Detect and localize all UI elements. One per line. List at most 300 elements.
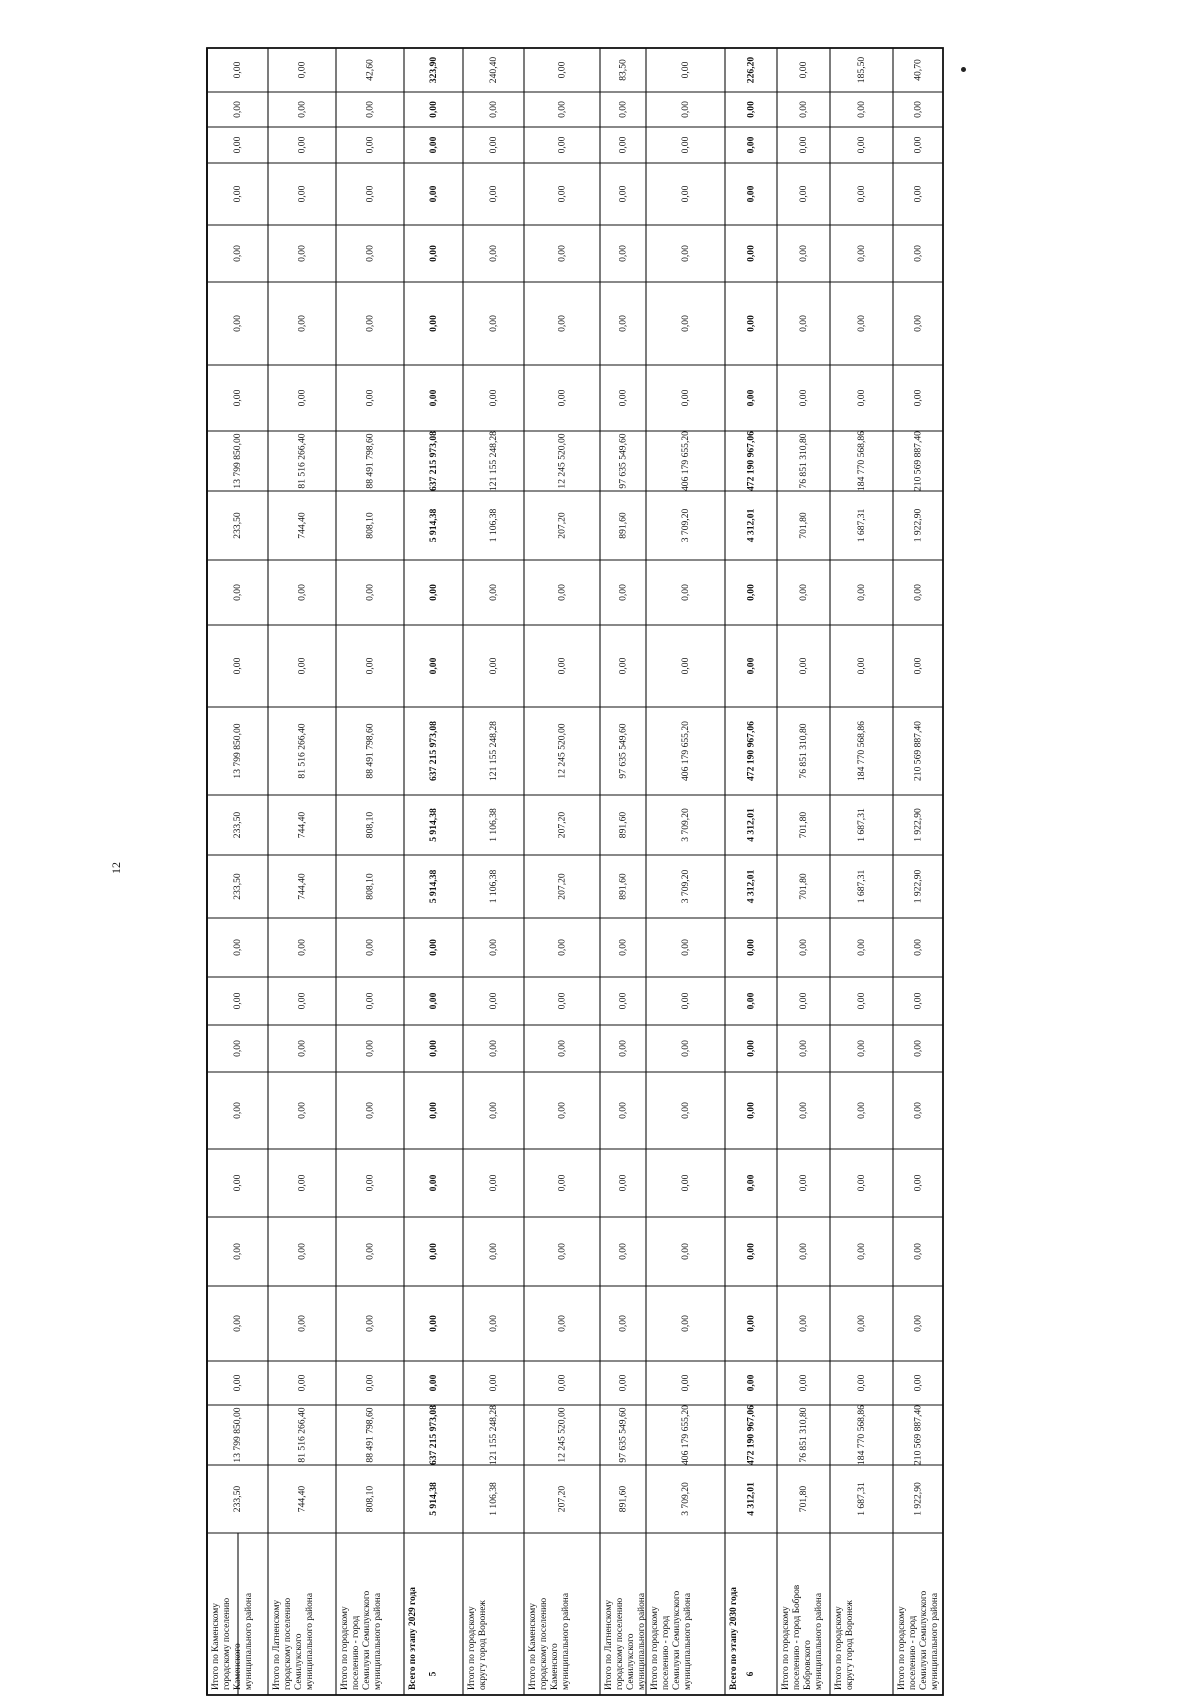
table-cell: 0,00	[798, 1040, 809, 1057]
table-cell: 0,00	[798, 1243, 809, 1260]
table-cell: 0,00	[617, 185, 629, 203]
table-cell: 0,00	[745, 1174, 757, 1192]
table-cell: 0,00	[912, 1040, 924, 1057]
table-cell: 207,20	[556, 811, 568, 839]
table-cell: 210 569 887,40	[912, 431, 924, 491]
table-cell: 0,00	[680, 245, 691, 262]
table-cell: 0,00	[296, 136, 308, 154]
table-cell: 701,80	[798, 512, 809, 539]
table-cell: 0,00	[488, 1243, 499, 1260]
table-cell: 0,00	[680, 61, 691, 79]
table-cell: 81 516 266,40	[296, 723, 308, 779]
table-cell: 0,00	[364, 185, 376, 203]
table-cell: 0,00	[556, 1040, 568, 1057]
table-cell: 0,00	[912, 315, 924, 332]
table-cell: 0,00	[364, 992, 376, 1010]
table-cell: 0,00	[232, 1174, 243, 1192]
table-cell: 0,00	[428, 1315, 439, 1332]
table-cell: 808,10	[364, 1485, 376, 1513]
table-cell: 3 709,20	[680, 808, 691, 842]
table-cell: 0,00	[232, 939, 243, 956]
table-cell: 472 190 967,06	[745, 1405, 757, 1465]
table-cell: 1 106,38	[488, 869, 499, 904]
table-cell: 1 106,38	[488, 508, 499, 543]
table-cell: 0,00	[556, 136, 568, 154]
row-label-line: Семилукского	[626, 1633, 636, 1690]
table-cell: 0,00	[232, 1243, 243, 1260]
table-cell: 0,00	[364, 389, 376, 407]
table-cell: 406 179 655,20	[680, 431, 691, 491]
table-cell: 0,00	[428, 992, 439, 1010]
table-cell: 0,00	[912, 185, 924, 203]
table-cell: 88 491 798,60	[364, 1407, 376, 1463]
row-number: 5	[428, 1671, 439, 1677]
table-cell: 0,00	[745, 185, 757, 203]
table-cell: 0,00	[428, 1102, 439, 1119]
table-cell: 0,00	[488, 1174, 499, 1192]
table-cell: 184 770 568,86	[856, 431, 867, 491]
table-cell: 0,00	[680, 315, 691, 332]
table-cell: 0,00	[428, 389, 439, 407]
table-cell: 808,10	[364, 873, 376, 900]
table-cell: 1 922,90	[912, 1482, 924, 1516]
table-cell: 0,00	[745, 389, 757, 407]
row-label-line: Бобровского	[803, 1640, 813, 1690]
row-label-line: городскому поселению	[222, 1597, 232, 1690]
table-cell: 0,00	[488, 1315, 499, 1332]
table-cell: 637 215 973,08	[428, 721, 439, 781]
table-cell: 0,00	[364, 657, 376, 675]
table-cell: 0,00	[856, 136, 867, 154]
table-cell: 0,00	[798, 584, 809, 601]
table-cell: 81 516 266,40	[296, 433, 308, 489]
table-cell: 0,00	[488, 992, 499, 1010]
row-label-line: Семилуки Семилукского	[362, 1590, 372, 1690]
table-cell: 701,80	[798, 1485, 809, 1513]
table-cell: 4 312,01	[745, 869, 757, 904]
row-label-line: муниципального района	[814, 1593, 824, 1690]
table-cell: 207,20	[556, 873, 568, 900]
table-cell: 0,00	[912, 136, 924, 154]
row-label-line: Итого по городскому	[650, 1606, 660, 1690]
table-cell: 0,00	[745, 101, 757, 118]
table-cell: 0,00	[296, 101, 308, 118]
row-label-line: Итого по Каменскому	[528, 1603, 538, 1690]
table-cell: 0,00	[617, 1374, 629, 1392]
table-cell: 1 922,90	[912, 808, 924, 842]
table-cell: 185,50	[856, 56, 867, 84]
row-label-line: Каменского	[233, 1643, 243, 1690]
table-cell: 0,00	[798, 992, 809, 1010]
table-cell: 81 516 266,40	[296, 1407, 308, 1463]
table-cell: 637 215 973,08	[428, 431, 439, 491]
table-cell: 4 312,01	[745, 1482, 757, 1516]
table-cell: 0,00	[488, 389, 499, 407]
table-cell: 12 245 520,00	[556, 433, 568, 489]
table-cell: 0,00	[232, 389, 243, 407]
row-label-line: городскому поселению	[615, 1597, 625, 1690]
table-cell: 406 179 655,20	[680, 1405, 691, 1465]
table-cell: 0,00	[232, 657, 243, 675]
table-cell: 0,00	[680, 1102, 691, 1119]
table-cell: 0,00	[617, 136, 629, 154]
table-cell: 0,00	[856, 1315, 867, 1332]
table-cell: 0,00	[296, 61, 308, 79]
table-cell: 0,00	[488, 185, 499, 203]
table-cell: 5 914,38	[428, 869, 439, 904]
row-label-line: Итого по Каменскому	[211, 1603, 221, 1690]
table-cell: 0,00	[364, 1174, 376, 1192]
row-label-line: Итого по городскому	[340, 1606, 350, 1690]
table-cell: 0,00	[798, 101, 809, 118]
table-cell: 0,00	[617, 389, 629, 407]
table-cell: 0,00	[428, 136, 439, 154]
table-cell: 0,00	[232, 136, 243, 154]
table-cell: 0,00	[428, 101, 439, 118]
table-cell: 0,00	[296, 992, 308, 1010]
table-cell: 0,00	[856, 1040, 867, 1057]
table-cell: 0,00	[856, 185, 867, 203]
table-cell: 0,00	[912, 1102, 924, 1119]
table-cell: 0,00	[364, 315, 376, 332]
table-cell: 1 687,31	[856, 508, 867, 543]
row-label-line: Всего по этапу 2030 года	[729, 1587, 739, 1690]
table-cell: 0,00	[617, 1174, 629, 1192]
table-cell: 233,50	[232, 873, 243, 900]
table-cell: 184 770 568,86	[856, 1405, 867, 1465]
table-cell: 121 155 248,28	[488, 431, 499, 491]
table-cell: 0,00	[798, 939, 809, 956]
table-cell: 76 851 310,80	[798, 1407, 809, 1463]
table-cell: 0,00	[856, 939, 867, 956]
table-cell: 0,00	[232, 1040, 243, 1057]
table-cell: 88 491 798,60	[364, 723, 376, 779]
table-cell: 0,00	[798, 657, 809, 675]
table-cell: 0,00	[680, 657, 691, 675]
table-cell: 0,00	[556, 1174, 568, 1192]
table-cell: 13 799 850,00	[232, 433, 243, 489]
table-cell: 0,00	[296, 939, 308, 956]
table-cell: 0,00	[428, 1243, 439, 1260]
table-cell: 0,00	[912, 992, 924, 1010]
table-cell: 4 312,01	[745, 808, 757, 842]
row-label-line: Итого по Латненскому	[604, 1599, 614, 1690]
table-cell: 0,00	[232, 61, 243, 79]
table-cell: 0,00	[556, 939, 568, 956]
table-border	[207, 48, 943, 1695]
row-label-line: городскому поселению	[283, 1597, 293, 1690]
table-cell: 13 799 850,00	[232, 1407, 243, 1463]
table-cell: 0,00	[617, 1102, 629, 1119]
table-cell: 0,00	[296, 657, 308, 675]
table-cell: 0,00	[680, 136, 691, 154]
table-cell: 0,00	[798, 389, 809, 407]
table-cell: 0,00	[617, 315, 629, 332]
table-cell: 0,00	[296, 584, 308, 601]
table-cell: 0,00	[488, 657, 499, 675]
table-cell: 0,00	[232, 245, 243, 262]
table-cell: 1 687,31	[856, 808, 867, 842]
table-cell: 233,50	[232, 811, 243, 839]
table-cell: 0,00	[232, 992, 243, 1010]
table-cell: 226,20	[745, 56, 757, 84]
table-cell: 0,00	[680, 101, 691, 118]
table-cell: 0,00	[912, 584, 924, 601]
table-cell: 0,00	[745, 657, 757, 675]
table-cell: 891,60	[617, 811, 629, 839]
table-cell: 0,00	[488, 101, 499, 118]
table-cell: 0,00	[556, 1374, 568, 1392]
table-cell: 0,00	[617, 245, 629, 262]
row-label-line: Итого по городскому	[897, 1606, 907, 1690]
table-cell: 0,00	[296, 245, 308, 262]
table-cell: 701,80	[798, 811, 809, 839]
table-cell: 0,00	[488, 584, 499, 601]
table-cell: 0,00	[428, 315, 439, 332]
table-cell: 0,00	[798, 1315, 809, 1332]
row-label-line: поселению - город Бобров	[792, 1584, 802, 1690]
table-cell: 88 491 798,60	[364, 433, 376, 489]
table-cell: 0,00	[912, 1174, 924, 1192]
table-cell: 0,00	[856, 1102, 867, 1119]
table-cell: 1 922,90	[912, 508, 924, 543]
table-cell: 0,00	[232, 1102, 243, 1119]
table-cell: 0,00	[912, 1374, 924, 1392]
table-cell: 0,00	[912, 657, 924, 675]
table-cell: 0,00	[364, 1243, 376, 1260]
table-cell: 0,00	[912, 939, 924, 956]
table-cell: 0,00	[745, 315, 757, 332]
table-cell: 0,00	[617, 584, 629, 601]
table-cell: 0,00	[745, 1374, 757, 1392]
row-label-line: поселению - город	[351, 1615, 361, 1690]
table-cell: 121 155 248,28	[488, 721, 499, 781]
table-cell: 0,00	[745, 939, 757, 956]
row-label-line: Всего по этапу 2029 года	[408, 1587, 418, 1690]
table-cell: 0,00	[364, 939, 376, 956]
table-cell: 3 709,20	[680, 869, 691, 904]
table-cell: 0,00	[428, 657, 439, 675]
row-label-line: округу город Воронеж	[478, 1600, 488, 1690]
table-cell: 0,00	[556, 185, 568, 203]
table-cell: 0,00	[680, 1243, 691, 1260]
table-cell: 0,00	[488, 1102, 499, 1119]
table-cell: 701,80	[798, 873, 809, 900]
table-cell: 0,00	[745, 1040, 757, 1057]
table-cell: 0,00	[232, 101, 243, 118]
table-cell: 0,00	[745, 584, 757, 601]
table-cell: 0,00	[232, 185, 243, 203]
table-cell: 0,00	[856, 1174, 867, 1192]
table-cell: 0,00	[488, 245, 499, 262]
row-label-line: Итого по городскому	[834, 1606, 844, 1690]
table-cell: 0,00	[798, 1102, 809, 1119]
table-cell: 0,00	[364, 1315, 376, 1332]
table-cell: 0,00	[556, 1102, 568, 1119]
table-cell: 1 687,31	[856, 1482, 867, 1516]
table-cell: 0,00	[556, 657, 568, 675]
table-cell: 0,00	[296, 1102, 308, 1119]
table-cell: 0,00	[296, 1174, 308, 1192]
table-cell: 0,00	[680, 1374, 691, 1392]
table-cell: 0,00	[617, 1315, 629, 1332]
table-cell: 0,00	[856, 992, 867, 1010]
table-cell: 808,10	[364, 512, 376, 539]
table-cell: 0,00	[428, 584, 439, 601]
row-label-line: муниципального района	[373, 1593, 383, 1690]
table-cell: 0,00	[745, 1102, 757, 1119]
table-cell: 0,00	[856, 1243, 867, 1260]
table-cell: 0,00	[912, 101, 924, 118]
table-cell: 121 155 248,28	[488, 1405, 499, 1465]
table-cell: 0,00	[617, 939, 629, 956]
table-cell: 3 709,20	[680, 1482, 691, 1516]
table-cell: 3 709,20	[680, 508, 691, 543]
table-cell: 0,00	[912, 1243, 924, 1260]
table-cell: 5 914,38	[428, 1482, 439, 1516]
table-cell: 0,00	[296, 1315, 308, 1332]
row-label-line: муниципального района	[930, 1593, 940, 1690]
table-cell: 97 635 549,60	[617, 433, 629, 489]
table-cell: 0,00	[428, 1174, 439, 1192]
table-cell: 0,00	[232, 315, 243, 332]
table-cell: 0,00	[856, 245, 867, 262]
table-cell: 0,00	[798, 61, 809, 79]
table-cell: 0,00	[856, 315, 867, 332]
row-label-line: Семилуки Семилукского	[672, 1590, 682, 1690]
table-cell: 808,10	[364, 811, 376, 839]
table-cell: 0,00	[745, 1243, 757, 1260]
table-cell: 0,00	[364, 1040, 376, 1057]
table-cell: 891,60	[617, 1485, 629, 1513]
table-cell: 0,00	[428, 245, 439, 262]
table-cell: 12 245 520,00	[556, 1407, 568, 1463]
table-cell: 0,00	[798, 1374, 809, 1392]
table-cell: 0,00	[912, 245, 924, 262]
row-label-line: муниципального района	[683, 1593, 693, 1690]
table-cell: 0,00	[296, 1040, 308, 1057]
table-cell: 0,00	[745, 992, 757, 1010]
table-cell: 0,00	[856, 657, 867, 675]
table-cell: 0,00	[680, 1315, 691, 1332]
table-cell: 0,00	[617, 657, 629, 675]
row-label-line: поселению - город	[661, 1615, 671, 1690]
table-cell: 1 106,38	[488, 1482, 499, 1516]
table-cell: 0,00	[232, 1315, 243, 1332]
table-cell: 210 569 887,40	[912, 721, 924, 781]
row-label-line: округу город Воронеж	[845, 1600, 855, 1690]
table-cell: 0,00	[745, 136, 757, 154]
table-cell: 76 851 310,80	[798, 723, 809, 779]
row-label-line: городскому поселению	[539, 1597, 549, 1690]
table-cell: 0,00	[364, 101, 376, 118]
table-cell: 76 851 310,80	[798, 433, 809, 489]
table-cell: 0,00	[428, 1040, 439, 1057]
table-cell: 210 569 887,40	[912, 1405, 924, 1465]
table-cell: 13 799 850,00	[232, 723, 243, 779]
table-cell: 207,20	[556, 1485, 568, 1513]
table-cell: 0,00	[488, 136, 499, 154]
table-cell: 5 914,38	[428, 808, 439, 842]
table-cell: 0,00	[617, 1040, 629, 1057]
table-cell: 4 312,01	[745, 508, 757, 543]
table-cell: 0,00	[798, 315, 809, 332]
table-cell: 744,40	[296, 512, 308, 539]
row-label-line: Каменского	[550, 1643, 560, 1690]
table-cell: 323,90	[428, 56, 439, 84]
table-cell: 0,00	[680, 992, 691, 1010]
table-cell: 744,40	[296, 1485, 308, 1513]
table-cell: 184 770 568,86	[856, 721, 867, 781]
table-cell: 42,60	[364, 59, 376, 81]
table-cell: 0,00	[745, 1315, 757, 1332]
table-cell: 0,00	[296, 389, 308, 407]
table-cell: 240,40	[488, 56, 499, 84]
table-cell: 637 215 973,08	[428, 1405, 439, 1465]
table-cell: 0,00	[556, 992, 568, 1010]
table-cell: 0,00	[556, 1243, 568, 1260]
table-cell: 0,00	[556, 1315, 568, 1332]
row-label-line: Итого по городскому	[467, 1606, 477, 1690]
table-cell: 0,00	[364, 1102, 376, 1119]
table-cell: 0,00	[617, 992, 629, 1010]
table-cell: 1 922,90	[912, 869, 924, 904]
table-cell: 0,00	[680, 1174, 691, 1192]
table-cell: 5 914,38	[428, 508, 439, 543]
table-cell: 744,40	[296, 873, 308, 900]
table-cell: 744,40	[296, 811, 308, 839]
table-cell: 0,00	[856, 389, 867, 407]
table-cell: 0,00	[428, 939, 439, 956]
table-cell: 0,00	[364, 584, 376, 601]
table-cell: 0,00	[617, 101, 629, 118]
table-cell: 0,00	[912, 1315, 924, 1332]
table-cell: 0,00	[232, 1374, 243, 1392]
table-cell: 0,00	[680, 1040, 691, 1057]
table-cell: 1 106,38	[488, 808, 499, 842]
row-label-line: Итого по городскому	[781, 1606, 791, 1690]
table-cell: 0,00	[428, 185, 439, 203]
table-cell: 0,00	[232, 584, 243, 601]
table-cell: 97 635 549,60	[617, 723, 629, 779]
table-cell: 0,00	[680, 939, 691, 956]
table-cell: 0,00	[296, 185, 308, 203]
table-cell: 97 635 549,60	[617, 1407, 629, 1463]
table-cell: 0,00	[488, 1040, 499, 1057]
table-cell: 0,00	[364, 245, 376, 262]
row-label-line: муниципального района	[637, 1593, 647, 1690]
table-cell: 0,00	[680, 584, 691, 601]
table-cell: 0,00	[798, 1174, 809, 1192]
table-cell: 0,00	[296, 1243, 308, 1260]
table-cell: 0,00	[680, 185, 691, 203]
row-label-line: Семилукского	[294, 1633, 304, 1690]
table-cell: 891,60	[617, 512, 629, 539]
table-cell: 0,00	[856, 101, 867, 118]
table-cell: 0,00	[428, 1374, 439, 1392]
table-cell: 0,00	[798, 245, 809, 262]
table-cell: 1 687,31	[856, 869, 867, 904]
table-cell: 0,00	[296, 1374, 308, 1392]
table-cell: 0,00	[745, 245, 757, 262]
table-cell: 0,00	[488, 939, 499, 956]
table-cell: 0,00	[556, 61, 568, 79]
table-cell: 0,00	[856, 1374, 867, 1392]
table-cell: 472 190 967,06	[745, 721, 757, 781]
table-cell: 891,60	[617, 873, 629, 900]
table-cell: 0,00	[912, 389, 924, 407]
table-cell: 0,00	[296, 315, 308, 332]
